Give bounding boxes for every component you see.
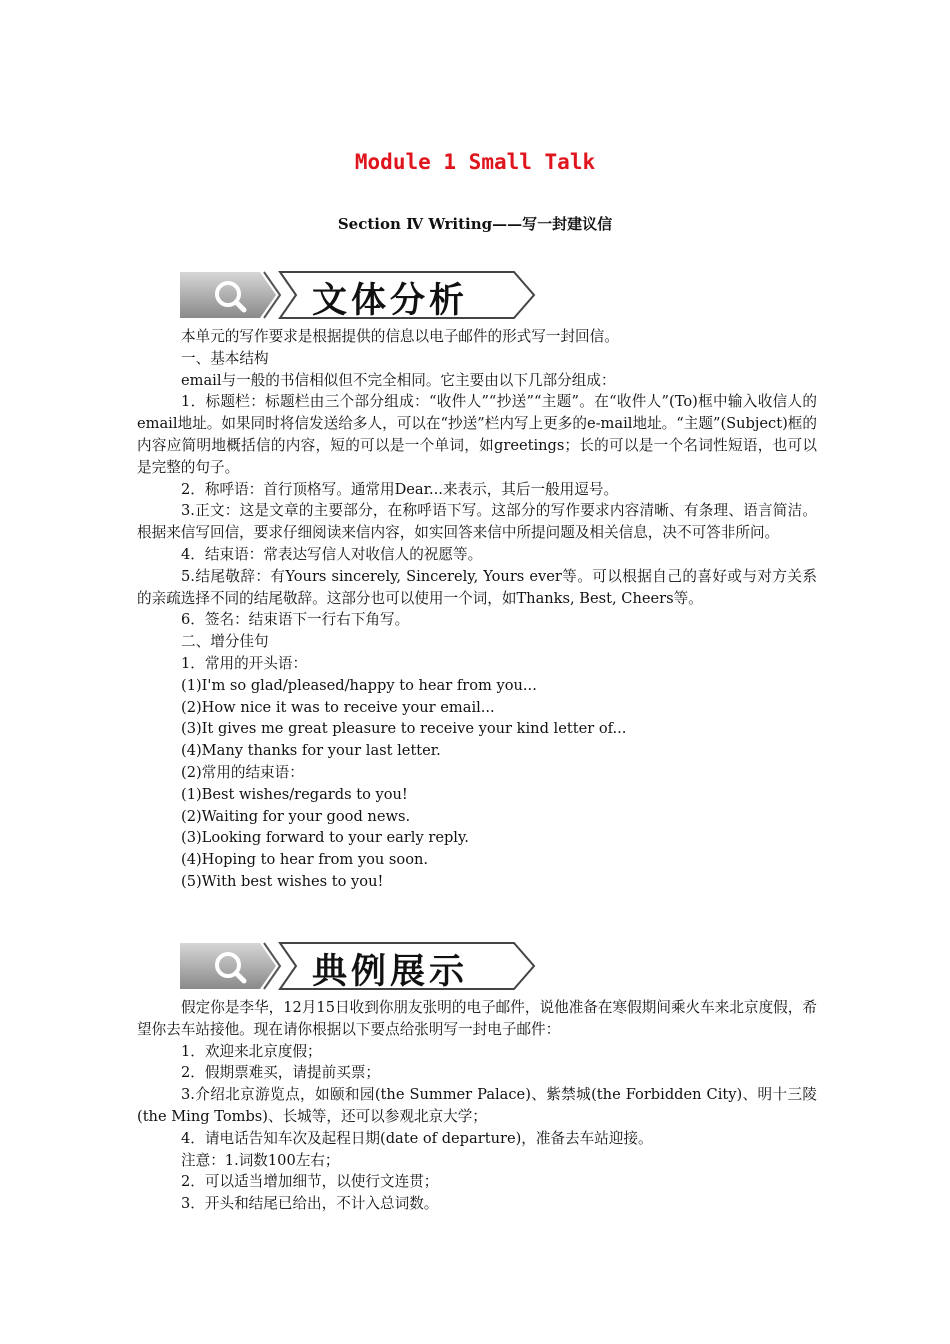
list-item: (2)Waiting for your good news. xyxy=(181,807,411,825)
email-paragraph: email与一般的书信相似但不完全相同。它主要由以下几部分组成： xyxy=(181,371,616,389)
list-item: (4)Many thanks for your last letter. xyxy=(181,742,441,760)
section-subtitle: Section Ⅳ Writing——写一封建议信 xyxy=(337,215,613,233)
banner-label: 典例展示 xyxy=(312,952,469,992)
list-item: (3)Looking forward to your early reply. xyxy=(181,829,469,847)
point-1-paragraph: 1．标题栏：标题栏由三个部分组成：“收件人”“抄送”“主题”。在“收件人”(To)框中输入收信人的email地址。如果同时将信发送给多人，可以在“抄送”栏内写上更多的e-mail地址。“主题”(Subject)框的内容应简明地概括信的内容，短的可以是一个单词，如greetings；长的可以是一个名词性短语，也可以是完整的句子。 xyxy=(137,393,817,476)
list-item: 2．假期票难买，请提前买票； xyxy=(181,1064,381,1082)
section-banner-analysis xyxy=(180,270,536,320)
heading-phrases: 二、增分佳句 xyxy=(181,633,269,651)
list-item: 3.介绍北京游览点，如颐和园(the Summer Palace)、紫禁城(the Forbidden City)、明十三陵(the Ming Tombs)、长城等，还可以参观北京大学； xyxy=(137,1086,817,1125)
point-4-paragraph: 4．结束语：常表达写信人对收信人的祝愿等。 xyxy=(181,545,483,563)
list-item: (1)Best wishes/regards to you! xyxy=(181,785,408,803)
point-2-paragraph: 2．称呼语：首行顶格写。通常用Dear...来表示，其后一般用逗号。 xyxy=(181,480,619,498)
module-title: Module 1 Small Talk xyxy=(354,150,596,174)
banner-label: 文体分析 xyxy=(312,281,469,321)
list-item: (4)Hoping to hear from you soon. xyxy=(181,851,429,869)
note-item: 2．可以适当增加细节，以使行文连贯； xyxy=(181,1173,439,1191)
list-item: 1．欢迎来北京度假； xyxy=(181,1042,322,1060)
point-6-paragraph: 6．签名：结束语下一行右下角写。 xyxy=(181,611,410,629)
list-item: (5)With best wishes to you! xyxy=(181,872,384,890)
list-item: (1)I'm so glad/pleased/happy to hear from you... xyxy=(181,676,537,694)
point-5-paragraph: 5.结尾敬辞：有Yours sincerely, Sincerely, Yours ever等。可以根据自己的喜好或与对方关系的亲疏选择不同的结尾敬辞。这部分也可以使用一个词，如Thanks, Best, Cheers等。 xyxy=(137,567,817,607)
list-item: (2)How nice it was to receive your email... xyxy=(181,698,495,716)
intro-paragraph: 本单元的写作要求是根据提供的信息以电子邮件的形式写一封回信。 xyxy=(181,328,619,345)
prompt-paragraph: 假定你是李华，12月15日收到你朋友张明的电子邮件，说他准备在寒假期间乘火车来北京度假，希望你去车站接他。现在请你根据以下要点给张明写一封电子邮件： xyxy=(137,999,817,1038)
point-3-paragraph: 3.正文：这是文章的主要部分，在称呼语下写。这部分的写作要求内容清晰、有条理、语言简洁。根据来信写回信，要求仔细阅读来信内容，如实回答来信中所提问题及相关信息，决不可答非所问。 xyxy=(137,502,817,542)
analysis-body xyxy=(137,326,817,893)
example-body xyxy=(137,997,817,1215)
section-banner-example xyxy=(180,941,536,991)
list-item: 4．请电话告知车次及起程日期(date of departure)，准备去车站迎接。 xyxy=(181,1129,653,1147)
closing-heading: (2)常用的结束语： xyxy=(181,763,304,781)
list-item: (3)It gives me great pleasure to receive your kind letter of... xyxy=(181,720,627,738)
opening-heading: 1．常用的开头语： xyxy=(181,654,308,672)
note-item: 3．开头和结尾已给出，不计入总词数。 xyxy=(181,1195,439,1213)
note-item: 注意：1.词数100左右； xyxy=(181,1151,340,1169)
heading-structure: 一、基本结构 xyxy=(181,349,269,367)
